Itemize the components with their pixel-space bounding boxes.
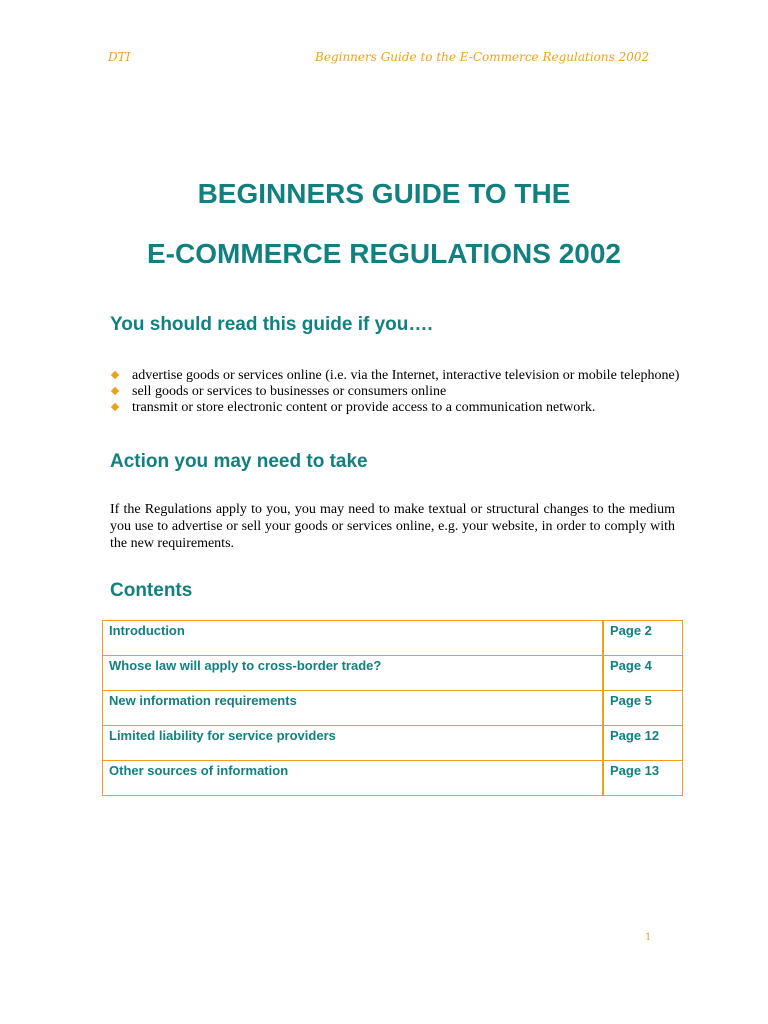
list-item-text: transmit or store electronic content or provide access to a communication network. <box>132 400 596 415</box>
contents-page-cell: Page 2 <box>603 621 683 656</box>
contents-title-cell: Other sources of information <box>103 761 604 796</box>
contents-title-cell: Introduction <box>103 621 604 656</box>
contents-page-cell: Page 13 <box>603 761 683 796</box>
contents-table <box>102 620 683 796</box>
page-number: 1 <box>645 932 652 943</box>
contents-heading: Contents <box>110 580 193 601</box>
header-organization: DTI <box>108 50 131 64</box>
contents-page-cell: Page 4 <box>603 656 683 691</box>
page-title-line-1: BEGINNERS GUIDE TO THE <box>197 178 571 209</box>
table-row <box>103 761 683 796</box>
table-row <box>103 621 683 656</box>
list-item-text: sell goods or services to businesses or consumers online <box>132 384 447 399</box>
diamond-bullet-icon <box>111 403 119 411</box>
table-row <box>103 656 683 691</box>
list-item <box>110 368 680 384</box>
list-item <box>110 400 680 416</box>
page-title-line-2: E-COMMERCE REGULATIONS 2002 <box>147 238 621 269</box>
contents-title-cell: Limited liability for service providers <box>103 726 604 761</box>
action-heading: Action you may need to take <box>110 451 368 472</box>
contents-title-cell: New information requirements <box>103 691 604 726</box>
table-row <box>103 726 683 761</box>
table-row <box>103 691 683 726</box>
audience-bullet-list <box>110 368 680 416</box>
contents-title-cell: Whose law will apply to cross-border trade? <box>103 656 604 691</box>
diamond-bullet-icon <box>111 371 119 379</box>
diamond-bullet-icon <box>111 387 119 395</box>
header-document-title: Beginners Guide to the E-Commerce Regulations 2002 <box>315 50 650 64</box>
contents-page-cell: Page 5 <box>603 691 683 726</box>
read-guide-heading: You should read this guide if you…. <box>110 314 433 335</box>
list-item <box>110 384 680 400</box>
list-item-text: advertise goods or services online (i.e. via the Internet, interactive television or mobile telephone) <box>132 368 680 383</box>
action-paragraph: If the Regulations apply to you, you may need to make textual or structural changes to the medium you use to advertise or sell your goods or services online, e.g. your website, in order to comply with the new requirements. <box>110 502 675 551</box>
contents-page-cell: Page 12 <box>603 726 683 761</box>
